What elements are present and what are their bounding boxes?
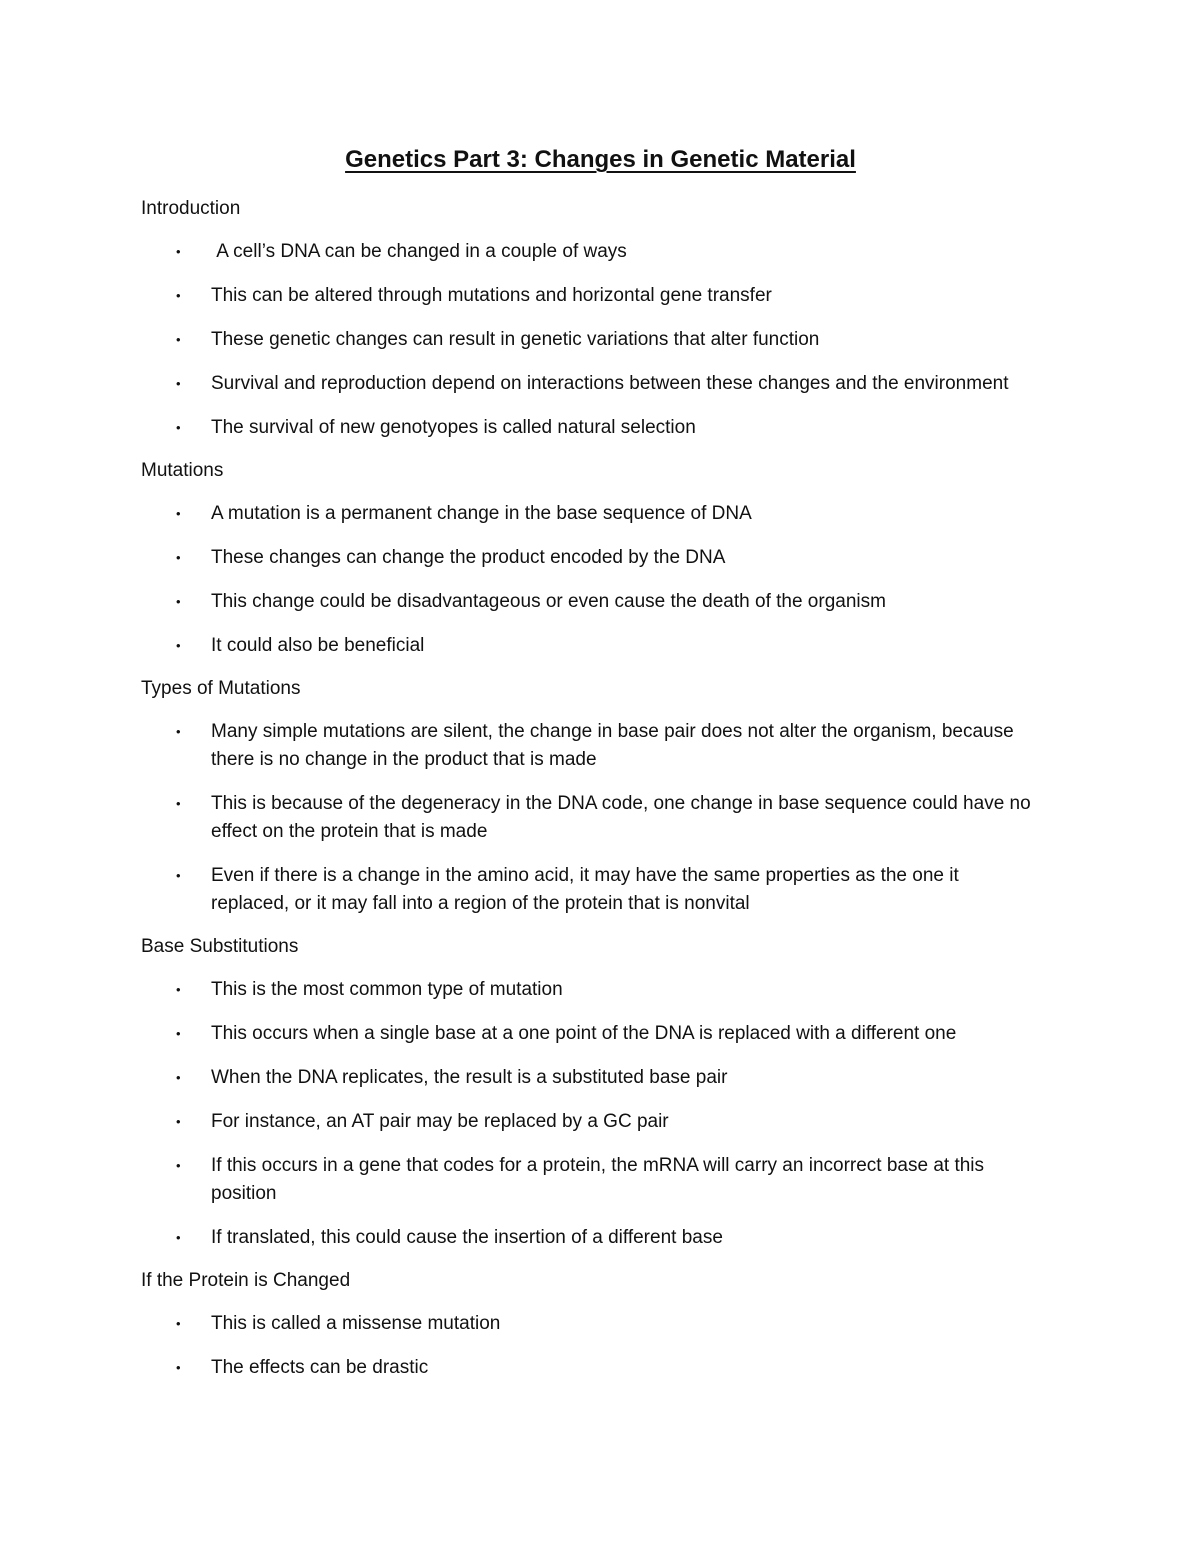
list-item-text: Many simple mutations are silent, the change in base pair does not alter the organism, because there is no change in the product that is made: [211, 721, 1019, 770]
list-item-text: This can be altered through mutations and horizontal gene transfer: [211, 285, 772, 306]
list-item: [141, 1224, 1060, 1252]
list-item: [141, 1064, 1060, 1092]
section-heading: If the Protein is Changed: [141, 1270, 351, 1291]
bullet-icon: •: [176, 1114, 181, 1129]
bullet-icon: •: [176, 1360, 181, 1375]
list-item: [141, 544, 1060, 572]
list-item-text: The survival of new genotyopes is called natural selection: [211, 417, 696, 438]
list-item: [141, 282, 1060, 310]
bullet-icon: •: [176, 288, 181, 303]
bullet-icon: •: [176, 1070, 181, 1085]
bullet-list: [141, 500, 1060, 660]
list-item-text: It could also be beneficial: [211, 635, 425, 656]
list-item-text: If this occurs in a gene that codes for a protein, the mRNA will carry an incorrect base at this position: [211, 1155, 990, 1204]
list-item-text: When the DNA replicates, the result is a substituted base pair: [211, 1067, 728, 1088]
list-item-text: This is the most common type of mutation: [211, 979, 563, 1000]
bullet-icon: •: [176, 724, 181, 739]
bullet-icon: •: [176, 244, 181, 259]
bullet-icon: •: [176, 376, 181, 391]
bullet-list: [141, 1310, 1060, 1382]
list-item: [141, 238, 1060, 266]
bullet-icon: •: [176, 594, 181, 609]
list-item-text: A mutation is a permanent change in the base sequence of DNA: [211, 503, 752, 524]
list-item: [141, 1108, 1060, 1136]
section-heading: Base Substitutions: [141, 936, 299, 957]
bullet-list: [141, 976, 1060, 1252]
list-item-text: A cell’s DNA can be changed in a couple of ways: [211, 241, 627, 262]
document-title: Genetics Part 3: Changes in Genetic Material: [345, 146, 856, 173]
bullet-icon: •: [176, 796, 181, 811]
list-item-text: This is called a missense mutation: [211, 1313, 501, 1334]
bullet-icon: •: [176, 420, 181, 435]
list-item: [141, 1020, 1060, 1048]
list-item-text: This occurs when a single base at a one point of the DNA is replaced with a different one: [211, 1023, 957, 1044]
bullet-icon: •: [176, 506, 181, 521]
document-body: [141, 196, 1060, 1382]
list-item: [141, 414, 1060, 442]
bullet-list: [141, 238, 1060, 442]
list-item: [141, 500, 1060, 528]
bullet-icon: •: [176, 868, 181, 883]
list-item-text: If translated, this could cause the insertion of a different base: [211, 1227, 723, 1248]
list-item-text: This change could be disadvantageous or even cause the death of the organism: [211, 591, 886, 612]
list-item-text: Survival and reproduction depend on interactions between these changes and the environment: [211, 373, 1009, 394]
bullet-icon: •: [176, 332, 181, 347]
list-item: [141, 862, 1060, 918]
list-item-text: The effects can be drastic: [211, 1357, 429, 1378]
list-item-text: For instance, an AT pair may be replaced by a GC pair: [211, 1111, 669, 1132]
list-item: [141, 976, 1060, 1004]
list-item-text: Even if there is a change in the amino acid, it may have the same properties as the one it replaced, or it may fall into a region of the protein that is nonvital: [211, 865, 965, 914]
list-item: [141, 718, 1060, 774]
bullet-icon: •: [176, 1230, 181, 1245]
bullet-icon: •: [176, 1026, 181, 1041]
section-heading: Mutations: [141, 460, 224, 481]
list-item-text: These genetic changes can result in genetic variations that alter function: [211, 329, 820, 350]
list-item: [141, 588, 1060, 616]
list-item: [141, 370, 1060, 398]
list-item: [141, 1310, 1060, 1338]
bullet-icon: •: [176, 982, 181, 997]
list-item: [141, 790, 1060, 846]
bullet-icon: •: [176, 550, 181, 565]
list-item: [141, 1354, 1060, 1382]
list-item-text: This is because of the degeneracy in the DNA code, one change in base sequence could have no effect on the protein that is made: [211, 793, 1036, 842]
bullet-list: [141, 718, 1060, 918]
bullet-icon: •: [176, 638, 181, 653]
bullet-icon: •: [176, 1158, 181, 1173]
bullet-icon: •: [176, 1316, 181, 1331]
list-item-text: These changes can change the product encoded by the DNA: [211, 547, 726, 568]
list-item: [141, 1152, 1060, 1208]
list-item: [141, 326, 1060, 354]
list-item: [141, 632, 1060, 660]
section-heading: Introduction: [141, 198, 241, 219]
section-heading: Types of Mutations: [141, 678, 301, 699]
